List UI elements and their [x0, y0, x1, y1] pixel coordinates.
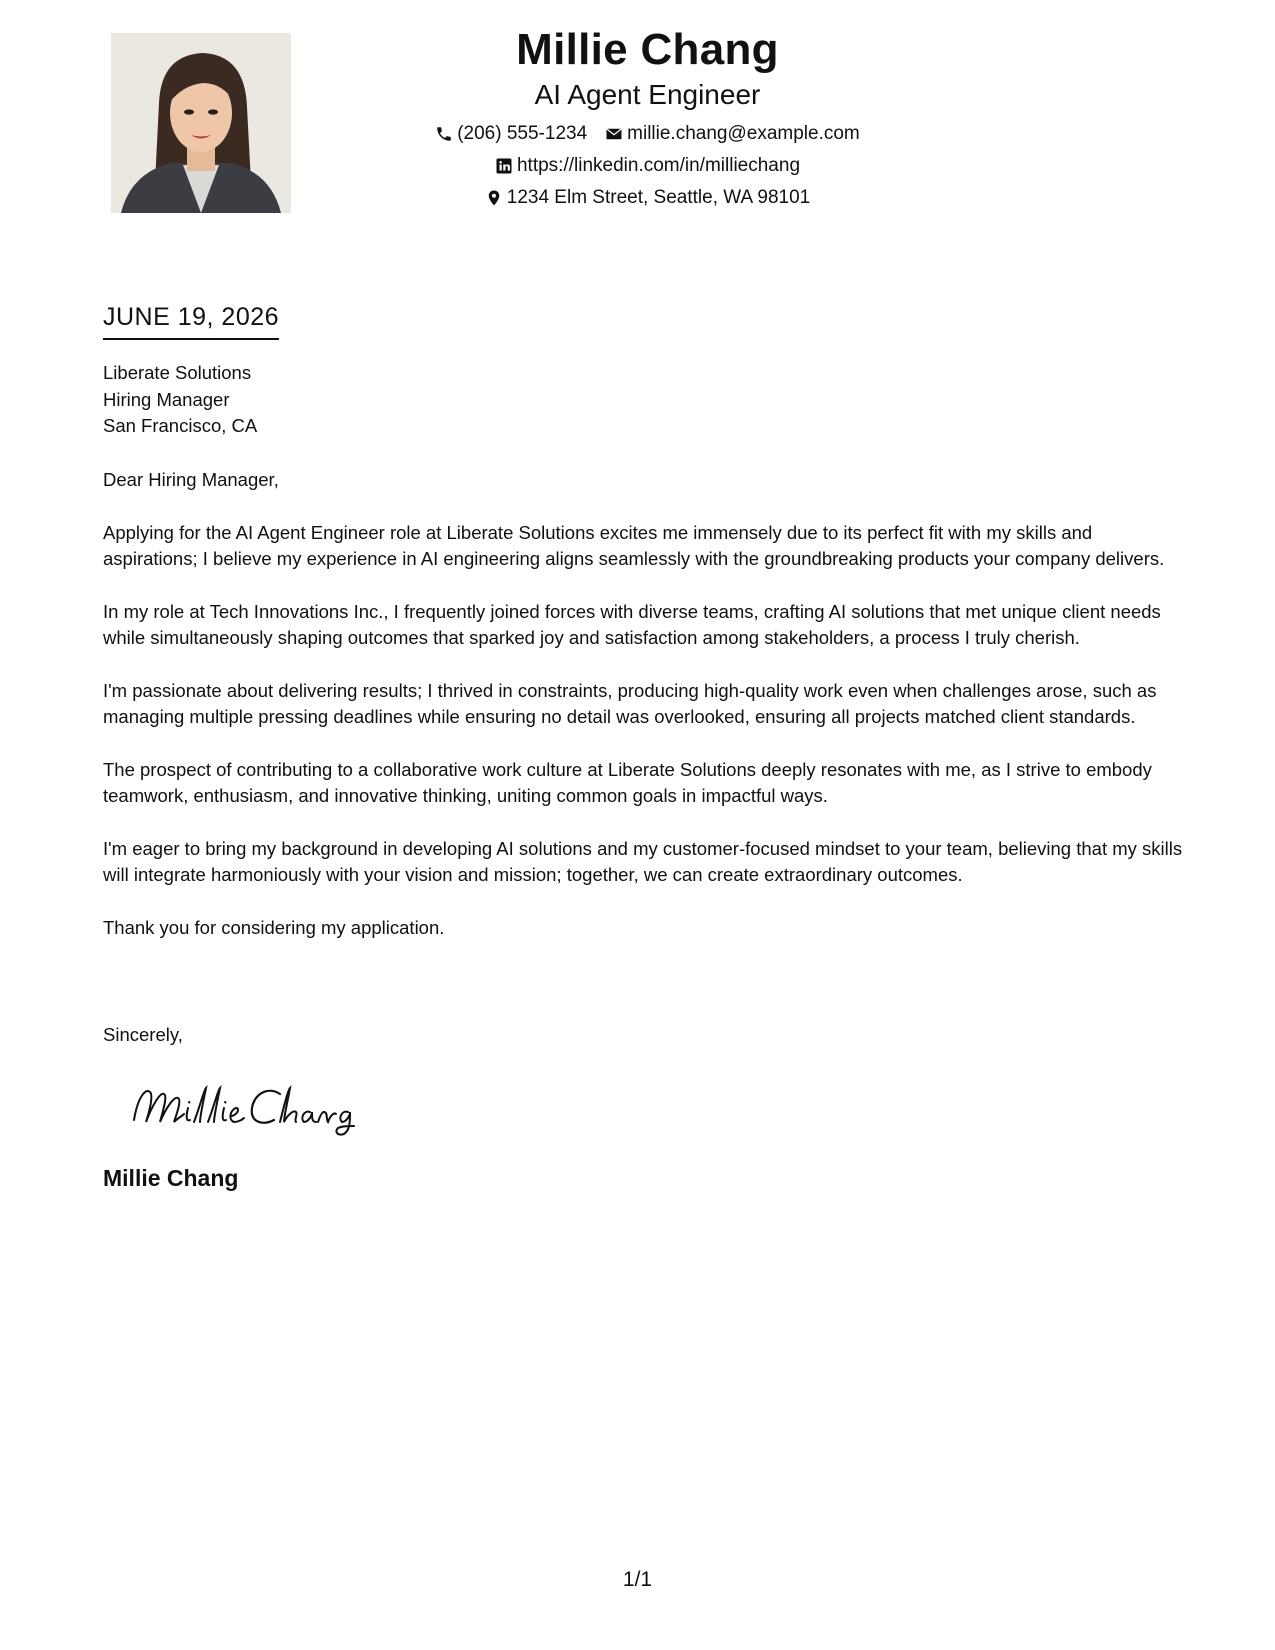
- greeting: Dear Hiring Manager,: [103, 469, 279, 490]
- letter-date: JUNE 19, 2026: [103, 300, 279, 340]
- recipient-location: San Francisco, CA: [103, 415, 258, 436]
- closing: Sincerely,: [103, 1024, 183, 1045]
- paragraph: The prospect of contributing to a collaborative work culture at Liberate Solutions deeply resonates with me, as I strive to embody teamwork, enthusiasm, and innovative thinking, uniting common goals in impactful ways.: [103, 758, 1152, 806]
- signer-name: Millie Chang: [103, 1165, 239, 1191]
- profile-photo: [111, 33, 291, 213]
- recipient-block: [103, 360, 257, 440]
- phone-contact[interactable]: [435, 118, 587, 150]
- address-contact: [485, 182, 810, 214]
- envelope-icon: [605, 125, 623, 143]
- page-indicator: 1/1: [622, 1568, 653, 1591]
- letter-body: [103, 467, 1183, 967]
- linkedin-url: https://linkedin.com/in/milliechang: [516, 155, 801, 176]
- paragraph: In my role at Tech Innovations Inc., I frequently joined forces with diverse teams, crafting AI solutions that met unique client needs while simultaneously shaping outcomes that sparked joy and satisfaction among stakeholders, a process I truly cherish.: [103, 600, 1161, 648]
- map-pin-icon: [485, 189, 503, 207]
- applicant-title: AI Agent Engineer: [534, 79, 761, 110]
- linkedin-icon: [495, 157, 513, 175]
- handwritten-signature: [128, 1076, 358, 1136]
- paragraph: Applying for the AI Agent Engineer role at Liberate Solutions excites me immensely due to its perfect fit with my skills and aspirations; I believe my experience in AI engineering aligns seamlessly with the groundbreaking products your company delivers.: [103, 521, 1165, 569]
- paragraph: Thank you for considering my application.: [103, 916, 445, 938]
- email-contact[interactable]: [605, 118, 860, 150]
- recipient-company: Liberate Solutions: [103, 362, 252, 383]
- email-address: millie.chang@example.com: [627, 123, 860, 144]
- contact-row-1: [300, 118, 995, 150]
- letter-header: [300, 22, 995, 214]
- paragraph: I'm eager to bring my background in developing AI solutions and my customer-focused mindset to your team, believing that my skills will integrate harmoniously with your vision and mission; together, we can create extraordinary outcomes.: [103, 837, 1183, 885]
- contact-row-2: [300, 150, 995, 182]
- phone-icon: [435, 125, 453, 143]
- street-address: 1234 Elm Street, Seattle, WA 98101: [506, 187, 811, 208]
- recipient-role: Hiring Manager: [103, 388, 230, 410]
- linkedin-contact[interactable]: [495, 150, 800, 182]
- paragraph: I'm passionate about delivering results; I thrived in constraints, producing high-quality work even when challenges arose, such as managing multiple pressing deadlines while ensuring no detail was overlooked, ensuring all projects matched client standards.: [103, 679, 1157, 727]
- contact-row-3: [300, 182, 995, 214]
- applicant-name: Millie Chang: [516, 25, 779, 74]
- phone-number: (206) 555-1234: [457, 123, 588, 144]
